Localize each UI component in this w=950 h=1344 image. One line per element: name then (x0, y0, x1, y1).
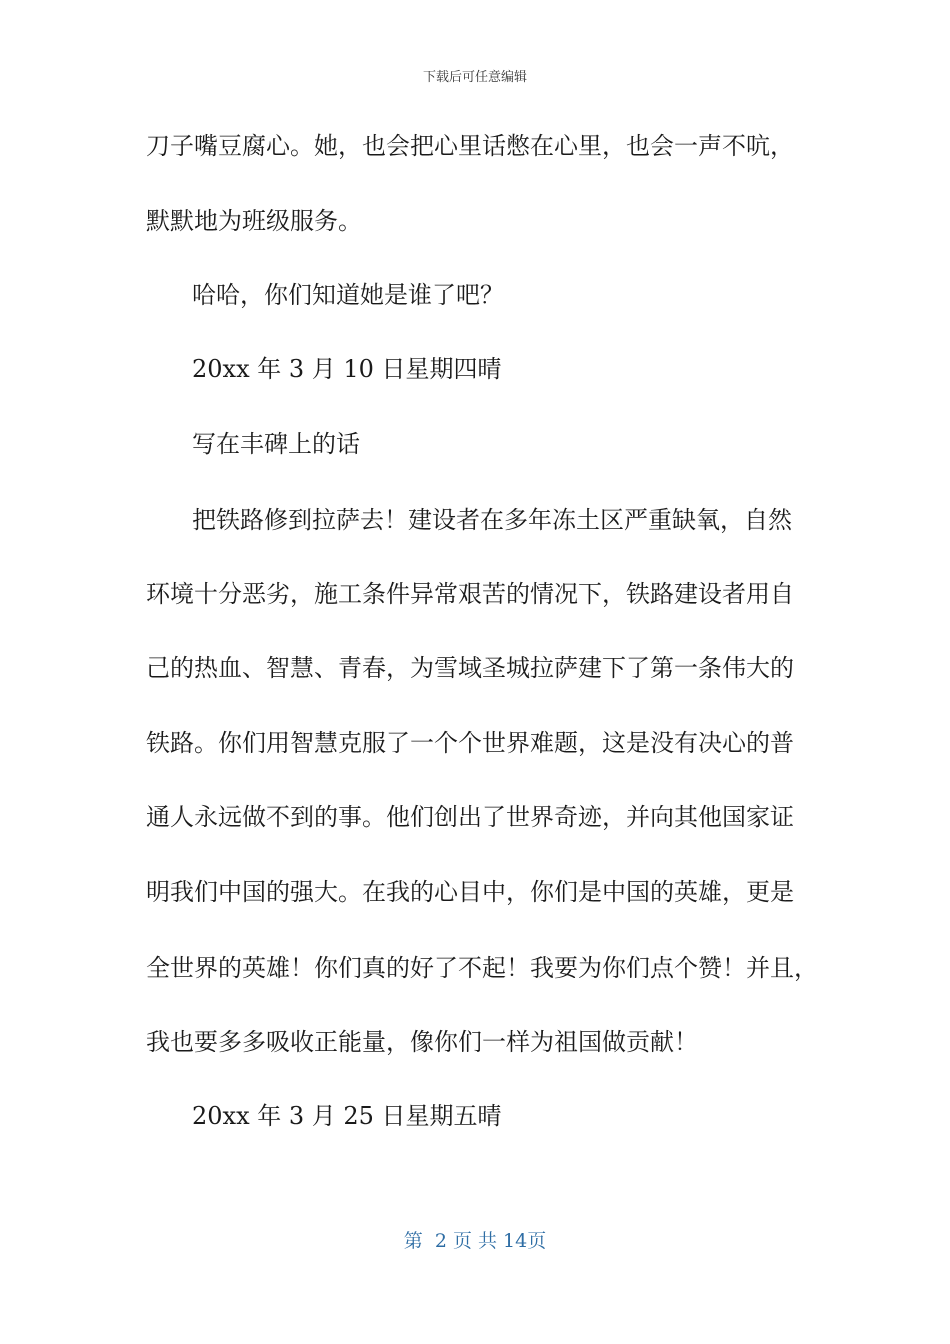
text-line: 通人永远做不到的事。他们创出了世界奇迹，并向其他国家证 (146, 803, 794, 831)
date-line: 20xx 年 3 月 25 日星期五晴 (192, 1102, 502, 1130)
text-line: 把铁路修到拉萨去！建设者在多年冻土区严重缺氧，自然 (192, 506, 792, 534)
text-line: 我也要多多吸收正能量，像你们一样为祖国做贡献！ (146, 1028, 698, 1056)
text-line: 全世界的英雄！你们真的好了不起！我要为你们点个赞！并且， (146, 954, 818, 982)
text-line: 哈哈，你们知道她是谁了吧？ (192, 281, 504, 309)
text-line: 明我们中国的强大。在我的心目中，你们是中国的英雄，更是 (146, 878, 794, 906)
text-line: 刀子嘴豆腐心。她，也会把心里话憋在心里，也会一声不吭， (146, 132, 794, 160)
text-line: 己的热血、智慧、青春，为雪域圣城拉萨建下了第一条伟大的 (146, 654, 794, 682)
page-number-footer: 第 2 页 共 14页 (403, 1230, 547, 1252)
text-line: 默默地为班级服务。 (146, 207, 362, 235)
header-note: 下载后可任意编辑 (422, 70, 527, 85)
text-line: 环境十分恶劣，施工条件异常艰苦的情况下，铁路建设者用自 (146, 580, 794, 608)
text-line: 铁路。你们用智慧克服了一个个世界难题，这是没有决心的普 (146, 729, 794, 757)
date-line: 20xx 年 3 月 10 日星期四晴 (192, 355, 502, 383)
section-title: 写在丰碑上的话 (192, 430, 360, 458)
